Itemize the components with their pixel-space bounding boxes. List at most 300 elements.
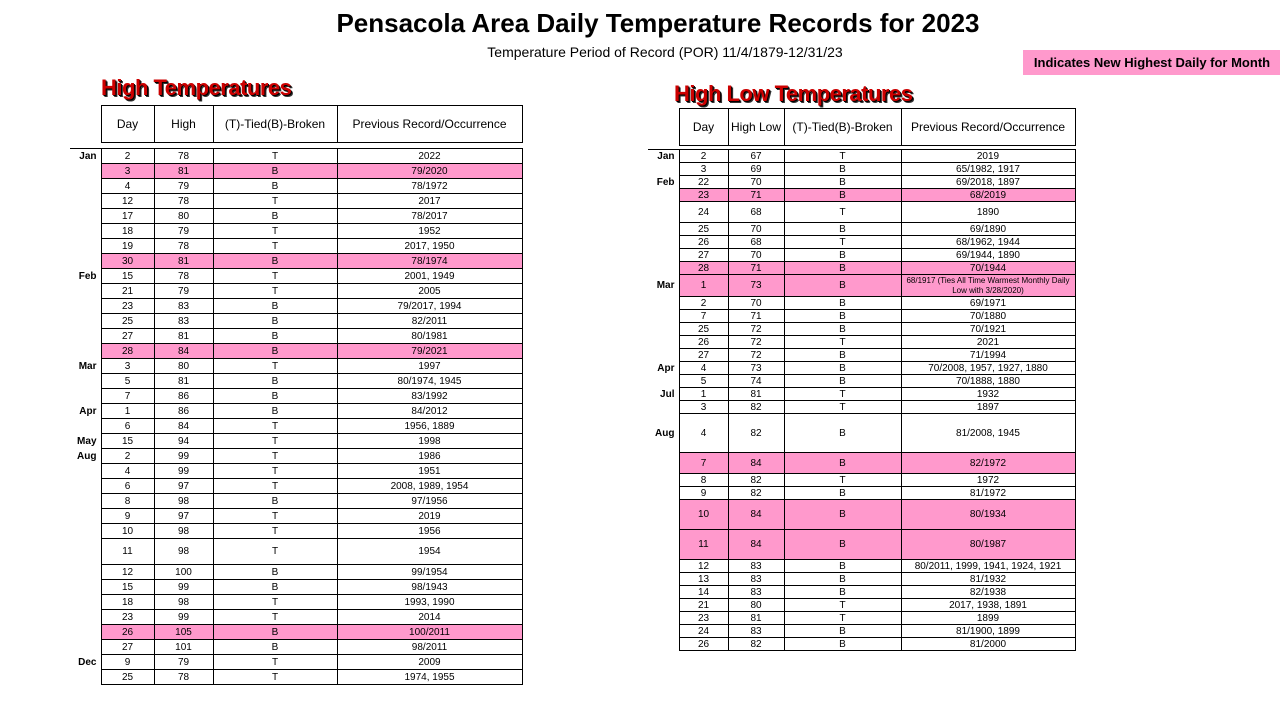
cell-previous-record: 1956, 1889	[337, 419, 522, 434]
header-previous-record: Previous Record/Occurrence	[901, 109, 1075, 146]
cell-previous-record: 81/2008, 1945	[901, 414, 1075, 453]
cell-previous-record: 70/1880	[901, 310, 1075, 323]
cell-day: 24	[679, 625, 728, 638]
cell-day: 22	[679, 176, 728, 189]
cell-previous-record: 78/1974	[337, 254, 522, 269]
table-row	[70, 524, 522, 539]
table-row	[648, 414, 1075, 453]
table-row	[70, 164, 522, 179]
cell-tied-broken: B	[784, 500, 901, 530]
month-label	[70, 595, 101, 610]
cell-day: 3	[679, 163, 728, 176]
month-label	[70, 670, 101, 685]
cell-tied-broken: T	[213, 655, 337, 670]
cell-tied-broken: T	[784, 236, 901, 249]
table-row	[648, 500, 1075, 530]
cell-temperature: 71	[728, 310, 784, 323]
cell-tied-broken: B	[213, 580, 337, 595]
cell-tied-broken: B	[784, 586, 901, 599]
cell-tied-broken: B	[213, 565, 337, 580]
cell-day: 11	[679, 530, 728, 560]
cell-tied-broken: T	[784, 388, 901, 401]
table-row	[648, 323, 1075, 336]
table-row	[648, 388, 1075, 401]
high-temperatures-table	[70, 105, 523, 685]
cell-previous-record: 71/1994	[901, 349, 1075, 362]
month-label	[70, 164, 101, 179]
cell-previous-record: 1972	[901, 474, 1075, 487]
cell-previous-record: 2005	[337, 284, 522, 299]
cell-day: 27	[679, 249, 728, 262]
cell-temperature: 97	[154, 509, 213, 524]
cell-temperature: 83	[154, 314, 213, 329]
cell-temperature: 99	[154, 610, 213, 625]
cell-day: 2	[101, 449, 154, 464]
month-label	[648, 612, 679, 625]
cell-temperature: 84	[154, 419, 213, 434]
cell-day: 10	[679, 500, 728, 530]
month-label	[70, 314, 101, 329]
cell-day: 23	[679, 189, 728, 202]
month-label	[648, 249, 679, 262]
cell-tied-broken: B	[213, 314, 337, 329]
cell-day: 28	[101, 344, 154, 359]
cell-temperature: 68	[728, 202, 784, 223]
cell-previous-record: 1899	[901, 612, 1075, 625]
cell-temperature: 99	[154, 464, 213, 479]
month-label	[70, 389, 101, 404]
table-row	[648, 599, 1075, 612]
cell-previous-record: 69/1971	[901, 297, 1075, 310]
cell-day: 9	[679, 487, 728, 500]
cell-previous-record: 1974, 1955	[337, 670, 522, 685]
table-row	[70, 314, 522, 329]
cell-day: 8	[679, 474, 728, 487]
month-label: May	[77, 435, 97, 447]
month-label	[648, 474, 679, 487]
table-row	[70, 539, 522, 565]
cell-day: 11	[101, 539, 154, 565]
cell-tied-broken: B	[784, 310, 901, 323]
month-label	[70, 524, 101, 539]
cell-tied-broken: B	[213, 625, 337, 640]
cell-temperature: 71	[728, 262, 784, 275]
cell-day: 3	[679, 401, 728, 414]
cell-day: 23	[101, 299, 154, 314]
cell-previous-record: 80/1987	[901, 530, 1075, 560]
cell-previous-record: 70/2008, 1957, 1927, 1880	[901, 362, 1075, 375]
cell-temperature: 79	[154, 284, 213, 299]
cell-tied-broken: T	[213, 464, 337, 479]
month-label: Jul	[660, 388, 675, 400]
month-label: Mar	[78, 360, 97, 372]
cell-previous-record: 81/1932	[901, 573, 1075, 586]
cell-tied-broken: B	[784, 375, 901, 388]
cell-day: 27	[101, 640, 154, 655]
cell-temperature: 78	[154, 194, 213, 209]
cell-day: 1	[101, 404, 154, 419]
cell-temperature: 94	[154, 434, 213, 449]
table-row	[648, 560, 1075, 573]
month-label	[70, 299, 101, 314]
cell-tied-broken: T	[213, 539, 337, 565]
cell-previous-record: 84/2012	[337, 404, 522, 419]
cell-temperature: 74	[728, 375, 784, 388]
table-row	[648, 297, 1075, 310]
cell-previous-record: 1952	[337, 224, 522, 239]
cell-temperature: 83	[728, 625, 784, 638]
header-previous-record: Previous Record/Occurrence	[337, 106, 522, 143]
cell-tied-broken: T	[213, 595, 337, 610]
cell-day: 21	[679, 599, 728, 612]
cell-tied-broken: B	[213, 640, 337, 655]
cell-day: 28	[679, 262, 728, 275]
table-row	[70, 284, 522, 299]
cell-previous-record: 81/2000	[901, 638, 1075, 651]
cell-previous-record: 78/2017	[337, 209, 522, 224]
table-row	[70, 209, 522, 224]
cell-previous-record: 2022	[337, 149, 522, 164]
cell-tied-broken: B	[213, 329, 337, 344]
cell-previous-record: 2019	[901, 150, 1075, 163]
cell-temperature: 82	[728, 414, 784, 453]
month-label	[70, 509, 101, 524]
month-label: Mar	[656, 280, 675, 291]
cell-previous-record: 100/2011	[337, 625, 522, 640]
cell-tied-broken: T	[213, 434, 337, 449]
table-row	[648, 223, 1075, 236]
month-label	[70, 284, 101, 299]
table-row	[648, 453, 1075, 474]
cell-tied-broken: T	[784, 401, 901, 414]
cell-temperature: 101	[154, 640, 213, 655]
month-label	[648, 223, 679, 236]
table-row	[70, 494, 522, 509]
cell-day: 8	[101, 494, 154, 509]
header-tied-broken: (T)-Tied(B)-Broken	[784, 109, 901, 146]
cell-temperature: 72	[728, 323, 784, 336]
table-row	[70, 149, 522, 164]
cell-day: 1	[679, 275, 728, 297]
cell-day: 18	[101, 595, 154, 610]
table-row	[70, 580, 522, 595]
table-row	[70, 610, 522, 625]
cell-temperature: 81	[728, 612, 784, 625]
cell-tied-broken: B	[784, 530, 901, 560]
cell-day: 9	[101, 655, 154, 670]
cell-temperature: 83	[728, 560, 784, 573]
month-label: Apr	[657, 362, 675, 374]
cell-day: 24	[679, 202, 728, 223]
cell-tied-broken: T	[213, 194, 337, 209]
cell-day: 10	[101, 524, 154, 539]
month-label: Jan	[657, 150, 675, 162]
cell-tied-broken: B	[784, 638, 901, 651]
month-label: Aug	[655, 427, 675, 439]
header-tied-broken: (T)-Tied(B)-Broken	[213, 106, 337, 143]
high-temperatures-title: High Temperatures	[101, 75, 292, 100]
cell-tied-broken: T	[784, 599, 901, 612]
cell-day: 14	[679, 586, 728, 599]
month-label	[70, 580, 101, 595]
table-row	[648, 375, 1075, 388]
cell-tied-broken: B	[784, 262, 901, 275]
cell-previous-record: 80/1974, 1945	[337, 374, 522, 389]
cell-previous-record: 98/1943	[337, 580, 522, 595]
month-label	[70, 494, 101, 509]
cell-day: 6	[101, 419, 154, 434]
cell-day: 4	[679, 414, 728, 453]
cell-temperature: 80	[154, 209, 213, 224]
cell-tied-broken: T	[213, 419, 337, 434]
cell-previous-record: 2019	[337, 509, 522, 524]
table-row	[648, 474, 1075, 487]
table-row	[70, 329, 522, 344]
cell-tied-broken: T	[213, 149, 337, 164]
month-label	[648, 349, 679, 362]
table-row	[70, 389, 522, 404]
cell-day: 26	[679, 638, 728, 651]
table-row	[70, 419, 522, 434]
cell-day: 7	[679, 453, 728, 474]
cell-temperature: 70	[728, 176, 784, 189]
cell-temperature: 68	[728, 236, 784, 249]
month-label	[70, 179, 101, 194]
month-label	[648, 375, 679, 388]
cell-temperature: 82	[728, 638, 784, 651]
cell-day: 1	[679, 388, 728, 401]
cell-temperature: 70	[728, 297, 784, 310]
table-row	[648, 262, 1075, 275]
cell-tied-broken: B	[213, 254, 337, 269]
cell-tied-broken: B	[784, 573, 901, 586]
cell-day: 7	[101, 389, 154, 404]
month-label	[70, 565, 101, 580]
cell-tied-broken: B	[213, 404, 337, 419]
cell-temperature: 98	[154, 595, 213, 610]
month-label	[648, 323, 679, 336]
cell-previous-record: 1951	[337, 464, 522, 479]
table-row	[70, 479, 522, 494]
cell-day: 27	[101, 329, 154, 344]
cell-tied-broken: B	[784, 249, 901, 262]
cell-tied-broken: B	[213, 209, 337, 224]
cell-previous-record: 2008, 1989, 1954	[337, 479, 522, 494]
cell-day: 5	[101, 374, 154, 389]
month-label	[648, 573, 679, 586]
month-label: Dec	[78, 656, 97, 668]
cell-previous-record: 1932	[901, 388, 1075, 401]
table-row	[70, 509, 522, 524]
month-label	[70, 254, 101, 269]
cell-day: 15	[101, 580, 154, 595]
cell-previous-record: 82/2011	[337, 314, 522, 329]
month-label: Feb	[78, 270, 97, 282]
cell-temperature: 81	[154, 374, 213, 389]
cell-day: 13	[679, 573, 728, 586]
month-label	[648, 336, 679, 349]
cell-day: 26	[679, 236, 728, 249]
cell-tied-broken: T	[213, 359, 337, 374]
cell-previous-record: 97/1956	[337, 494, 522, 509]
cell-previous-record: 81/1900, 1899	[901, 625, 1075, 638]
table-row	[648, 176, 1075, 189]
cell-tied-broken: T	[213, 224, 337, 239]
cell-day: 2	[679, 297, 728, 310]
table-row	[648, 249, 1075, 262]
table-row	[70, 655, 522, 670]
cell-previous-record: 1997	[337, 359, 522, 374]
table-row	[648, 401, 1075, 414]
month-label	[70, 224, 101, 239]
cell-day: 7	[679, 310, 728, 323]
cell-temperature: 73	[728, 275, 784, 297]
cell-temperature: 98	[154, 524, 213, 539]
month-label: Apr	[79, 405, 97, 417]
cell-day: 25	[679, 323, 728, 336]
cell-previous-record: 1993, 1990	[337, 595, 522, 610]
cell-temperature: 84	[728, 453, 784, 474]
high-low-temperatures-title: High Low Temperatures	[674, 81, 913, 106]
cell-tied-broken: B	[784, 275, 901, 297]
month-label	[70, 239, 101, 254]
cell-temperature: 99	[154, 449, 213, 464]
table-row	[648, 530, 1075, 560]
month-label	[70, 610, 101, 625]
cell-tied-broken: T	[213, 670, 337, 685]
cell-day: 26	[679, 336, 728, 349]
cell-previous-record: 68/2019	[901, 189, 1075, 202]
table-row	[648, 336, 1075, 349]
cell-day: 12	[101, 194, 154, 209]
table-row	[648, 349, 1075, 362]
cell-tied-broken: T	[784, 202, 901, 223]
table-row	[648, 236, 1075, 249]
table-row	[70, 434, 522, 449]
cell-temperature: 83	[728, 586, 784, 599]
cell-temperature: 81	[728, 388, 784, 401]
month-label	[648, 586, 679, 599]
cell-temperature: 80	[154, 359, 213, 374]
cell-previous-record: 70/1888, 1880	[901, 375, 1075, 388]
cell-day: 2	[101, 149, 154, 164]
cell-day: 4	[101, 179, 154, 194]
month-label	[70, 194, 101, 209]
cell-previous-record: 1954	[337, 539, 522, 565]
month-label	[648, 236, 679, 249]
cell-tied-broken: B	[213, 299, 337, 314]
cell-previous-record: 68/1917 (Ties All Time Warmest Monthly Daily Low with 3/28/2020)	[901, 275, 1075, 297]
cell-temperature: 98	[154, 494, 213, 509]
cell-tied-broken: T	[213, 239, 337, 254]
cell-previous-record: 2001, 1949	[337, 269, 522, 284]
legend-new-highest: Indicates New Highest Daily for Month	[1023, 50, 1280, 75]
table-row	[70, 269, 522, 284]
cell-temperature: 81	[154, 164, 213, 179]
cell-temperature: 67	[728, 150, 784, 163]
cell-temperature: 86	[154, 389, 213, 404]
cell-temperature: 97	[154, 479, 213, 494]
cell-tied-broken: T	[213, 479, 337, 494]
cell-day: 30	[101, 254, 154, 269]
cell-tied-broken: T	[784, 336, 901, 349]
cell-day: 12	[101, 565, 154, 580]
cell-tied-broken: B	[784, 189, 901, 202]
cell-tied-broken: B	[784, 223, 901, 236]
cell-previous-record: 1998	[337, 434, 522, 449]
table-row	[648, 625, 1075, 638]
cell-previous-record: 1956	[337, 524, 522, 539]
cell-previous-record: 2014	[337, 610, 522, 625]
cell-tied-broken: B	[784, 414, 901, 453]
cell-day: 3	[101, 359, 154, 374]
month-label	[648, 262, 679, 275]
cell-temperature: 79	[154, 179, 213, 194]
table-row	[648, 362, 1075, 375]
month-label	[70, 329, 101, 344]
cell-tied-broken: B	[213, 344, 337, 359]
cell-temperature: 99	[154, 580, 213, 595]
table-row	[70, 449, 522, 464]
month-label	[70, 464, 101, 479]
month-label: Aug	[77, 450, 97, 462]
cell-temperature: 82	[728, 401, 784, 414]
cell-previous-record: 82/1938	[901, 586, 1075, 599]
cell-previous-record: 70/1944	[901, 262, 1075, 275]
cell-previous-record: 2017	[337, 194, 522, 209]
cell-previous-record: 81/1972	[901, 487, 1075, 500]
cell-temperature: 78	[154, 269, 213, 284]
cell-temperature: 86	[154, 404, 213, 419]
table-row	[70, 224, 522, 239]
cell-previous-record: 69/1944, 1890	[901, 249, 1075, 262]
cell-temperature: 81	[154, 329, 213, 344]
cell-previous-record: 65/1982, 1917	[901, 163, 1075, 176]
page-subtitle: Temperature Period of Record (POR) 11/4/1879-12/31/23	[487, 44, 843, 60]
month-label: Jan	[79, 150, 97, 162]
month-label	[648, 487, 679, 500]
table-row	[648, 612, 1075, 625]
cell-day: 3	[101, 164, 154, 179]
cell-previous-record: 2021	[901, 336, 1075, 349]
cell-previous-record: 83/1992	[337, 389, 522, 404]
header-day: Day	[101, 106, 154, 143]
table-row	[70, 179, 522, 194]
cell-tied-broken: B	[784, 625, 901, 638]
cell-temperature: 72	[728, 349, 784, 362]
cell-previous-record: 69/1890	[901, 223, 1075, 236]
cell-tied-broken: B	[213, 374, 337, 389]
cell-temperature: 81	[154, 254, 213, 269]
month-label	[648, 599, 679, 612]
month-label	[648, 297, 679, 310]
cell-temperature: 83	[154, 299, 213, 314]
cell-temperature: 98	[154, 539, 213, 565]
cell-tied-broken: T	[784, 612, 901, 625]
header-high: High	[154, 106, 213, 143]
header-high-low: High Low	[728, 109, 784, 146]
cell-tied-broken: T	[213, 269, 337, 284]
page-title: Pensacola Area Daily Temperature Records for 2023	[336, 8, 980, 38]
cell-day: 27	[679, 349, 728, 362]
cell-temperature: 78	[154, 239, 213, 254]
month-label	[70, 539, 101, 565]
month-label	[70, 625, 101, 640]
month-label	[70, 479, 101, 494]
cell-temperature: 80	[728, 599, 784, 612]
month-label	[70, 374, 101, 389]
cell-previous-record: 2009	[337, 655, 522, 670]
